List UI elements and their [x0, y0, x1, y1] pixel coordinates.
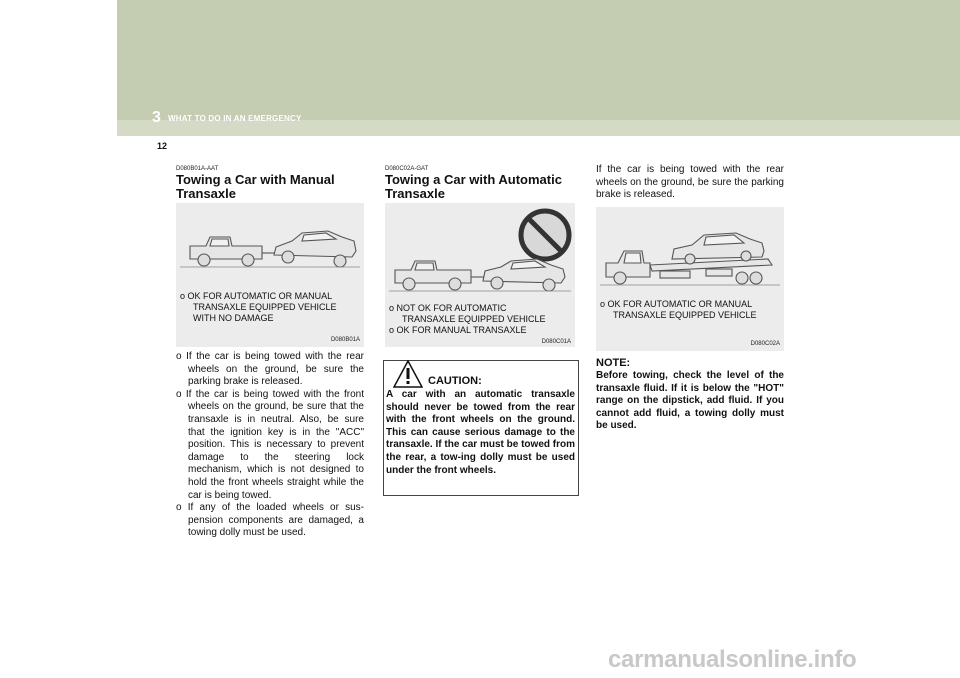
illustration-manual-towing — [176, 203, 364, 347]
caution-box — [383, 360, 579, 496]
wheel-icon — [491, 277, 503, 289]
wheel-icon — [403, 278, 415, 290]
wheel-icon — [750, 272, 762, 284]
figure-code: D080B01A — [330, 337, 360, 343]
header-band — [117, 0, 960, 120]
tow-truck-illustration — [176, 203, 364, 283]
flatbed-truck-illustration — [596, 207, 784, 297]
bullet-item: o If the car is being towed with the front wheels on the ground, be sure that the transaxle is in neutral. Also, be sure that the ignition key is in the "ACC" position. This is necessary to prevent damage to the steering lock mechanism, which is not designed to hold the front wheels straight while the car is being towed. — [176, 388, 364, 501]
note-title: NOTE: — [596, 357, 631, 369]
prohibited-icon — [521, 211, 569, 259]
caption-line: o OK FOR MANUAL TRANSAXLE — [389, 325, 527, 335]
bullet-item: o If any of the loaded wheels or sus-pension components are damaged, a towing dolly must be used. — [176, 502, 364, 539]
caption-line: TRANSAXLE EQUIPPED VEHICLE — [193, 302, 337, 312]
right-intro-text: If the car is being towed with the rear wheels on the ground, be sure the parking brake is released. — [596, 164, 784, 201]
section-heading-manual — [176, 173, 366, 201]
heading-line: Towing a Car with Automatic — [385, 172, 562, 187]
chapter-title: WHAT TO DO IN AN EMERGENCY — [168, 114, 302, 123]
heading-line: Towing a Car with Manual — [176, 172, 335, 187]
note-text: Before towing, check the level of the transaxle fluid. If it is below the "HOT" range on the dipstick, add fluid. If you cannot add fluid, a towing dolly must be used. — [596, 370, 784, 432]
caption-line: o NOT OK FOR AUTOMATIC — [389, 303, 507, 313]
figure-caption — [600, 299, 784, 321]
tow-truck-prohibited-illustration — [385, 203, 575, 303]
figure-code: D080C02A — [750, 341, 780, 347]
caution-text: A car with an automatic transaxle should never be towed from the rear with the front wheels on the ground. This can cause serious damage to the transaxle. If the car must be towed from the rear, a tow-ing dolly must be used under the front wheels. — [386, 389, 575, 476]
heading-line: Transaxle — [176, 186, 236, 201]
wheel-icon — [282, 251, 294, 263]
wheel-icon — [614, 272, 626, 284]
section-code: D080C02A-GAT — [385, 166, 429, 172]
caption-line: o OK FOR AUTOMATIC OR MANUAL — [600, 299, 753, 309]
caption-line: TRANSAXLE EQUIPPED VEHICLE — [613, 310, 757, 320]
bullet-item: o If the car is being towed with the rear wheels on the ground, be sure the parking brake is released. — [176, 351, 364, 388]
wheel-icon — [741, 251, 751, 261]
left-body-text — [176, 351, 364, 540]
heading-line: Transaxle — [385, 186, 445, 201]
caption-line: TRANSAXLE EQUIPPED VEHICLE — [402, 314, 546, 324]
wheel-icon — [449, 278, 461, 290]
wheel-icon — [543, 279, 555, 291]
wheel-icon — [685, 254, 695, 264]
page-number: 12 — [157, 141, 168, 151]
wheel-icon — [198, 254, 210, 266]
wheel-icon — [242, 254, 254, 266]
caption-line: o OK FOR AUTOMATIC OR MANUAL — [180, 291, 333, 301]
caution-title: CAUTION: — [428, 375, 482, 387]
figure-caption — [180, 291, 364, 324]
section-code: D080B01A-AAT — [176, 166, 219, 172]
wheel-icon — [736, 272, 748, 284]
chapter-number: 3 — [152, 109, 161, 126]
section-heading-automatic — [385, 173, 577, 201]
illustration-flatbed-towing — [596, 207, 784, 351]
illustration-automatic-towing — [385, 203, 575, 347]
warning-triangle-icon — [393, 360, 423, 388]
wheel-icon — [334, 255, 346, 267]
caption-line: WITH NO DAMAGE — [193, 313, 274, 323]
figure-code: D080C01A — [541, 339, 571, 345]
figure-caption — [389, 303, 575, 336]
watermark: carmanualsonline.info — [608, 646, 857, 673]
